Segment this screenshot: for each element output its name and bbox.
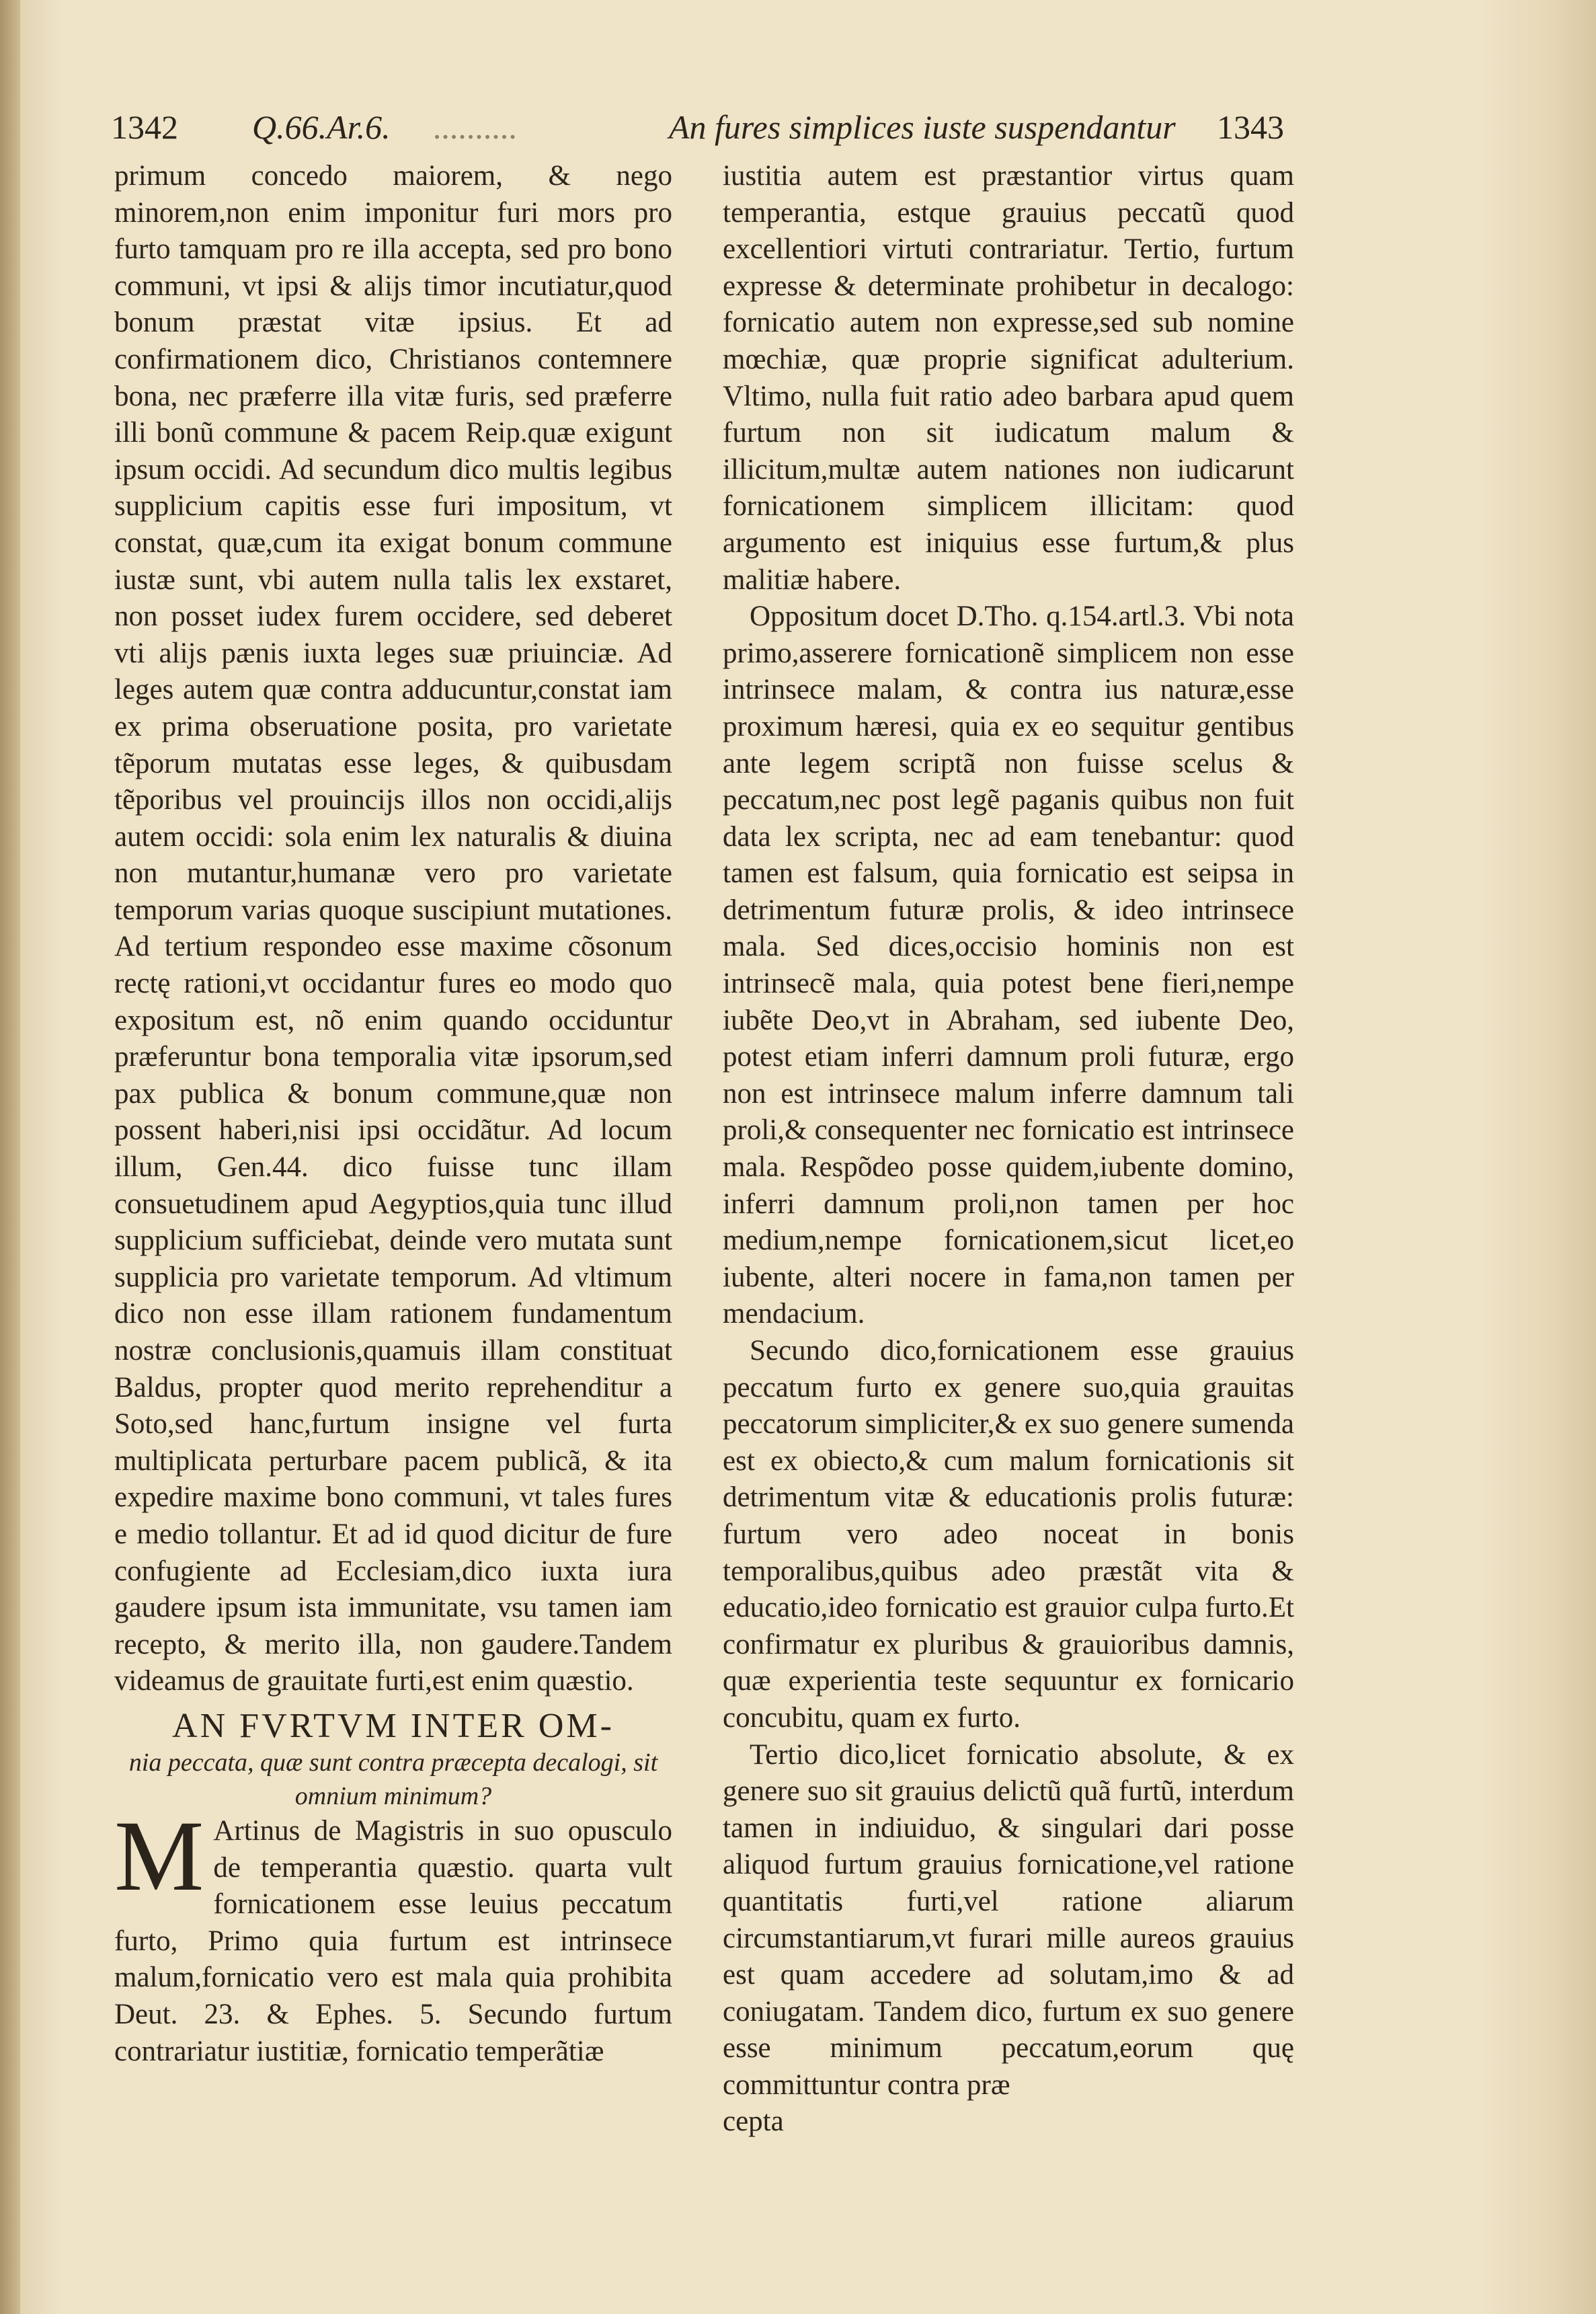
left-paragraph-1: primum concedo maiorem, & nego minorem,non enim imponitur furi mors pro furto tamquam pro re illa accepta, sed pro bono communi, vt ipsi & alijs timor incutiatur,quod bonum præstat vitæ ipsius. Et ad confirmationem dico, Christianos contemnere bona, nec præferre illa vitæ furis, sed præferre illi bonũ commune & pacem Reip.quæ exigunt ipsum occidi. Ad secundum dico multis legibus supplicium capitis esse furi impositum, vt constat, quæ,cum ita exigat bonum commune iustæ sunt, vbi autem nulla talis lex exstaret, non posset iudex furem occidere, sed deberet vti alijs pænis iuxta leges suæ priuinciæ. Ad leges autem quæ contra adducuntur,constat iam ex prima obseruatione posita, pro varietate tẽporum mutatas esse leges, & quibusdam tẽporibus vel prouincijs illos non occidi,alijs autem occidi: sola enim lex naturalis & diuina non mutantur,humanæ vero pro varietate temporum varias quoque suscipiunt mutationes. Ad tertium respondeo esse maxime cõsonum rectę rationi,vt occidantur fures eo modo quo expositum est, nõ enim quando occiduntur præferuntur bona temporalia vitæ ipsorum,sed pax publica & bonum commune,quæ non possent haberi,nisi ipsi occidãtur. Ad locum illum, Gen.44. dico fuisse tunc illam consuetudinem apud Aegyptios,quia tunc illud supplicium sufficiebat, deinde vero mutata sunt supplicia pro varietate temporum. Ad vltimum dico non esse illam rationem fundamentum nostræ conclusionis,quamuis illam constituat Baldus, propter quod merito reprehenditur a Soto,sed hanc,furtum insigne vel furta multiplicata perturbare pacem publicã, & ita expedire maxime bono communi, vt tales fures e medio tollantur. Et ad id quod dicitur de fure confugiente ad Ecclesiam,dico iuxta iura gaudere ipsum ista immunitate, vsu tamen iam recepto, & merito illa, non gaudere.Tandem videamus de grauitate furti,est enim quæstio. <box>114 160 672 1697</box>
right-column <box>723 158 1294 2141</box>
right-paragraph-1: iustitia autem est præstantior virtus quam temperantia, estque grauius peccatũ quod excellentiori virtuti contrariatur. Tertio, furtum expresse & determinate prohibetur in decalogo: fornicatio autem non expresse,sed sub nomine mœchiæ, quæ proprie significat adulterium. Vltimo, nulla fuit ratio adeo barbara apud quem furtum non sit iudicatum malum & illicitum,multæ autem nationes non iudicarunt fornicationem simplicem illicitam: quod argumento est iniquius esse furtum,& plus malitiæ habere. <box>723 160 1294 596</box>
right-paragraph-4: Tertio dico,licet fornicatio absolute, & ex genere suo sit grauius delictũ quã furtũ, interdum tamen in indiuiduo, & singulari dari posse aliquod furtum grauius fornicatione,vel ratione quantitatis furti,vel ratione aliarum circumstantiarum,vt furari mille aureos grauius est quam accedere ad solutam,imo & ad coniugatam. Tandem dico, furtum ex suo genere esse minimum peccatum,eorum quę committuntur contra præ <box>723 1738 1294 2101</box>
binding-gutter <box>0 0 20 2314</box>
page-number-left: 1342 <box>111 108 178 146</box>
faded-reference: .......... <box>434 108 518 146</box>
left-paragraph-2-text: Artinus de Magistris in suo opusculo de temperantia quæstio. quarta vult fornicationem esse leuius peccatum furto, Primo quia furtum est intrinsece malum,fornicatio vero est mala quia prohibita Deut. 23. & Ephes. 5. Secundo furtum contrariatur iustitiæ, fornicatio temperãtiæ <box>114 1814 672 2067</box>
left-column <box>114 158 672 2070</box>
section-reference-right: An fures simplices iuste suspendantur <box>669 108 1176 146</box>
right-paragraph-3: Secundo dico,fornicationem esse grauius peccatum furto ex genere suo,quia grauitas peccatorum simpliciter,& ex suo genere sumenda est ex obiecto,& cum malum fornicationis sit detrimentum vitæ & educationis prolis futuræ: furtum vero adeo noceat in bonis temporalibus,quibus adeo præstãt vita & educatio,ideo fornicatio est grauior culpa furto.Et confirmatur ex pluribus & grauioribus damnis, quæ experientia teste sequuntur ex fornicario concubitu, quam ex furto. <box>723 1335 1294 1734</box>
page-number-right: 1343 <box>1217 108 1284 146</box>
running-head <box>111 108 1287 161</box>
question-subheading: nia peccata, quæ sunt contra præcepta decalogi, sit omnium minimum? <box>128 1748 658 1810</box>
right-paragraph-2: Oppositum docet D.Tho. q.154.artl.3. Vbi nota primo,asserere fornicationẽ simplicem non esse intrinsece malam, & contra ius naturæ,esse proximum hæresi, quia ex eo sequitur gentibus ante legem scriptã non fuisse scelus & peccatum,nec post legẽ paganis quibus non fuit data lex scripta, nec ad eam tenebantur: quod tamen est falsum, quia fornicatio est seipsa in detrimentum futuræ prolis, & ideo intrinsece mala. Sed dices,occisio hominis non est intrinsecẽ mala, quia potest bene fieri,nempe iubẽte Deo,vt in Abraham, sed iubente Deo, potest etiam inferri damnum proli futuræ, ergo non est intrinsece malum inferre damnum tali proli,& consequenter nec fornicatio est intrinsece mala. Respõdeo posse quidem,iubente domino, inferri damnum proli,non tamen per hoc medium,nempe fornicationem,sicut licet,eo iubente, alteri nocere in fama,non tamen per mendacium. <box>723 601 1294 1330</box>
catchword: cepta <box>723 2106 784 2138</box>
section-reference-left: Q.66.Ar.6. <box>252 108 391 146</box>
drop-cap: M <box>114 1800 204 1912</box>
left-paragraph-2 <box>114 1800 672 2070</box>
question-heading: AN FVRTVM INTER OM- <box>172 1706 614 1745</box>
